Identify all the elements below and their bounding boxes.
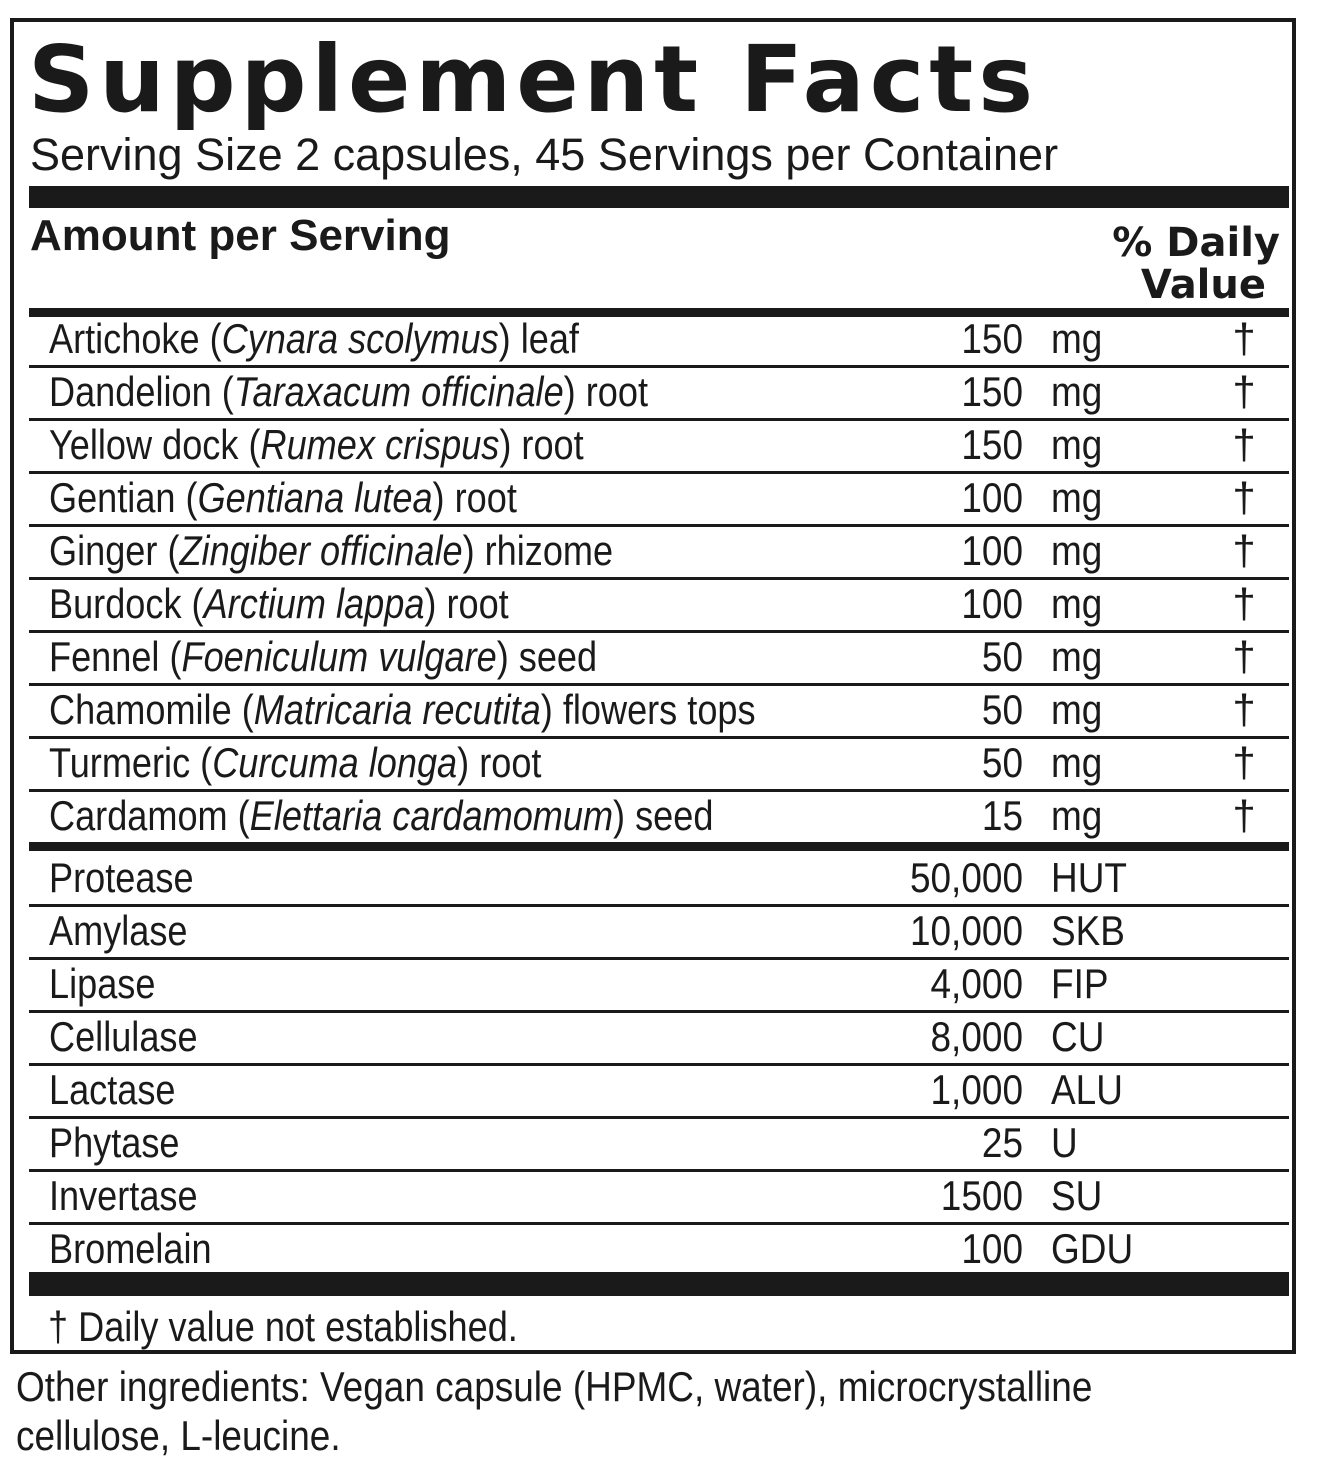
ingredient-name: Burdock (Arctium lappa) root: [49, 580, 509, 627]
ingredient-name: Ginger (Zingiber officinale) rhizome: [49, 527, 614, 574]
ingredient-unit: SKB: [1051, 907, 1125, 954]
dagger-mark: †: [1232, 368, 1256, 415]
ingredient-name: Fennel (Foeniculum vulgare) seed: [49, 633, 598, 680]
table-row: [29, 314, 1289, 364]
ingredient-unit: U: [1051, 1119, 1078, 1166]
amount-per-serving-header: Amount per Serving: [30, 211, 451, 260]
table-row: [29, 1224, 1289, 1274]
table-row: [29, 791, 1289, 841]
ingredient-name: Phytase: [49, 1119, 180, 1166]
dagger-mark: †: [1232, 580, 1256, 627]
table-row: [29, 579, 1289, 629]
dagger-mark: †: [1232, 633, 1256, 680]
ingredient-name: Invertase: [49, 1172, 198, 1219]
ingredient-name: Turmeric (Curcuma longa) root: [49, 739, 542, 786]
ingredient-amount: 25: [981, 1119, 1023, 1166]
ingredient-unit: mg: [1051, 368, 1103, 415]
section-divider: [29, 842, 1289, 851]
ingredient-amount: 100: [961, 1225, 1023, 1272]
table-row: [29, 420, 1289, 470]
table-row: [29, 1118, 1289, 1168]
thick-divider-top: [29, 186, 1289, 208]
daily-value-header-line1: % Daily: [1112, 220, 1280, 266]
table-row: [29, 685, 1289, 735]
ingredient-unit: SU: [1051, 1172, 1103, 1219]
ingredient-unit: mg: [1051, 474, 1103, 521]
ingredient-name: Artichoke (Cynara scolymus) leaf: [49, 315, 579, 362]
ingredient-unit: mg: [1051, 315, 1103, 362]
ingredient-unit: mg: [1051, 792, 1103, 839]
ingredient-unit: ALU: [1051, 1066, 1123, 1113]
table-row: [29, 959, 1289, 1009]
table-row: [29, 906, 1289, 956]
ingredient-amount: 50: [981, 686, 1023, 733]
ingredient-amount: 1,000: [930, 1066, 1023, 1113]
ingredient-amount: 100: [961, 527, 1023, 574]
ingredient-name: Protease: [49, 854, 194, 901]
ingredient-name: Bromelain: [49, 1225, 212, 1272]
table-row: [29, 1171, 1289, 1221]
table-row: [29, 632, 1289, 682]
ingredient-unit: mg: [1051, 633, 1103, 680]
ingredient-unit: mg: [1051, 580, 1103, 627]
panel-title: Supplement Facts: [28, 26, 1038, 133]
ingredient-amount: 1500: [940, 1172, 1023, 1219]
dagger-mark: †: [1232, 792, 1256, 839]
supplement-facts-panel: [10, 18, 1296, 1354]
ingredient-amount: 150: [961, 421, 1023, 468]
ingredient-unit: HUT: [1051, 854, 1127, 901]
table-row: [29, 367, 1289, 417]
ingredient-unit: GDU: [1051, 1225, 1134, 1272]
table-row: [29, 1012, 1289, 1062]
table-row: [29, 526, 1289, 576]
ingredient-name: Lipase: [49, 960, 156, 1007]
table-row: [29, 853, 1289, 903]
ingredient-unit: mg: [1051, 686, 1103, 733]
dagger-mark: †: [1232, 421, 1256, 468]
thick-divider-bottom: [29, 1272, 1289, 1296]
table-row: [29, 738, 1289, 788]
ingredient-name: Gentian (Gentiana lutea) root: [49, 474, 517, 521]
daily-value-header: [1060, 222, 1280, 306]
ingredient-unit: CU: [1051, 1013, 1105, 1060]
ingredient-name: Amylase: [49, 907, 188, 954]
ingredient-amount: 50: [981, 739, 1023, 786]
dagger-mark: †: [1232, 739, 1256, 786]
dagger-mark: †: [1232, 315, 1256, 362]
ingredient-amount: 8,000: [930, 1013, 1023, 1060]
ingredient-amount: 50: [981, 633, 1023, 680]
ingredient-unit: FIP: [1051, 960, 1109, 1007]
serving-size: Serving Size 2 capsules, 45 Servings per Container: [30, 129, 1059, 180]
ingredient-name: Cellulase: [49, 1013, 198, 1060]
ingredient-name: Lactase: [49, 1066, 176, 1113]
ingredient-unit: mg: [1051, 527, 1103, 574]
ingredient-amount: 100: [961, 580, 1023, 627]
dagger-mark: †: [1232, 686, 1256, 733]
ingredient-unit: mg: [1051, 739, 1103, 786]
dagger-mark: †: [1232, 474, 1256, 521]
ingredient-amount: 10,000: [909, 907, 1023, 954]
ingredient-name: Cardamom (Elettaria cardamomum) seed: [49, 792, 714, 839]
ingredient-name: Chamomile (Matricaria recutita) flowers tops: [49, 686, 756, 733]
ingredient-name: Dandelion (Taraxacum officinale) root: [49, 368, 648, 415]
ingredient-amount: 150: [961, 315, 1023, 362]
other-ingredients: Other ingredients: Vegan capsule (HPMC, water), microcrystalline cellulose, L-leucine.: [16, 1363, 1093, 1459]
ingredient-amount: 50,000: [909, 854, 1023, 901]
ingredient-unit: mg: [1051, 421, 1103, 468]
daily-value-header-line2: Value: [1140, 262, 1266, 308]
ingredient-name: Yellow dock (Rumex crispus) root: [49, 421, 584, 468]
ingredient-amount: 100: [961, 474, 1023, 521]
ingredient-amount: 4,000: [930, 960, 1023, 1007]
table-row: [29, 1065, 1289, 1115]
daily-value-footnote: † Daily value not established.: [48, 1303, 518, 1350]
table-row: [29, 473, 1289, 523]
ingredient-amount: 150: [961, 368, 1023, 415]
dagger-mark: †: [1232, 527, 1256, 574]
ingredient-amount: 15: [981, 792, 1023, 839]
